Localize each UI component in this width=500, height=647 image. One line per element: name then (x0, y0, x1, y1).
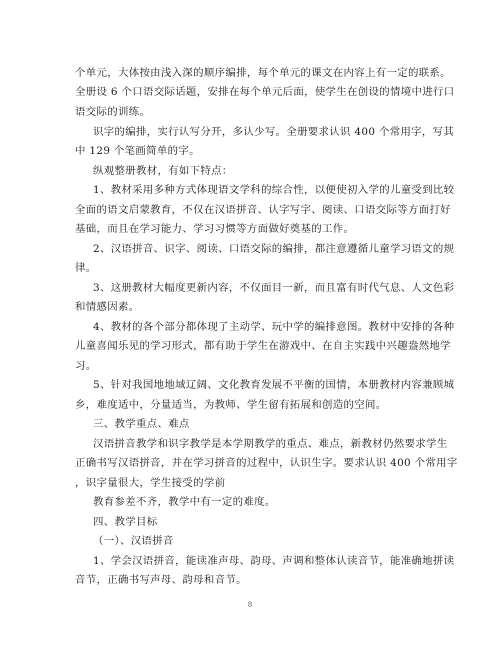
text-line: 5、针对我国地地域辽阔、文化教育发展不平衡的国情，本册教材内容兼顾城 (93, 379, 455, 391)
text-line: 2、汉语拼音、识字、阅读、口语交际的编排，都注意遵循儿童学习语文的规 (93, 243, 455, 255)
text-line: 个单元，大体按由浅入深的顺序编排，每个单元的课文在内容上有一定的联系。 (75, 67, 451, 79)
text-line: 儿童喜闻乐见的学习形式，都有助于学生在游戏中、在自主实践中兴趣盎然地学 (75, 340, 451, 352)
text-line: 基础，而且在学习能力、学习习惯等方面做好奠基的工作。 (75, 223, 355, 235)
text-line: 全册设 6 个口语交际话题，安排在每个单元后面，使学生在创设的情境中进行口 (75, 86, 455, 98)
text-line: 1、学会汉语拼音，能读准声母、韵母、声调和整体认读音节，能准确地拼读 (93, 555, 455, 567)
text-line: 中 129 个笔画简单的字。 (75, 145, 200, 157)
section-heading: 四、教学目标 (93, 516, 158, 528)
text-line: 1、教材采用多种方式体现语文学科的综合性，以便使初入学的儿童受到比较 (93, 184, 455, 196)
text-line: 和情感因素。 (75, 301, 140, 313)
text-line: 4、教材的各个部分都体现了主动学、玩中学的编排意图。教材中安排的各种 (93, 321, 455, 333)
text-line: 识字的编排，实行认写分开，多认少写。全册要求认识 400 个常用字，写其 (93, 126, 455, 138)
text-line: ，识字量很大，学生接受的学前 (75, 477, 226, 489)
subsection-heading: （一）、汉语拼音 (93, 535, 174, 547)
text-line: 律。 (75, 262, 97, 274)
section-heading: 三、教学重点、难点 (93, 418, 190, 430)
text-line: 全面的语文启蒙教育，不仅在汉语拼音、认字写字、阅读、口语交际等方面打好 (75, 204, 451, 216)
text-line: 语交际的训练。 (75, 106, 151, 118)
text-line: 习。 (75, 360, 97, 372)
text-line: 音节，正确书写声母、韵母和音节。 (75, 574, 247, 586)
text-line: 教育参差不齐，教学中有一定的难度。 (93, 496, 276, 508)
text-line: 汉语拼音教学和识字教学是本学期教学的重点、难点，新教材仍然要求学生 (93, 438, 448, 450)
page-number: 8 (248, 600, 252, 609)
text-line: 3、这册教材大幅度更新内容，不仅面目一新，而且富有时代气息、人文色彩 (93, 282, 455, 294)
text-line: 乡，难度适中，分量适当，为教师、学生留有拓展和创造的空间。 (75, 399, 387, 411)
text-line: 纵观整册教材，有如下特点： (93, 165, 233, 177)
text-line: 正确书写汉语拼音，并在学习拼音的过程中，认识生字。要求认识 400 个常用字 (75, 457, 458, 469)
